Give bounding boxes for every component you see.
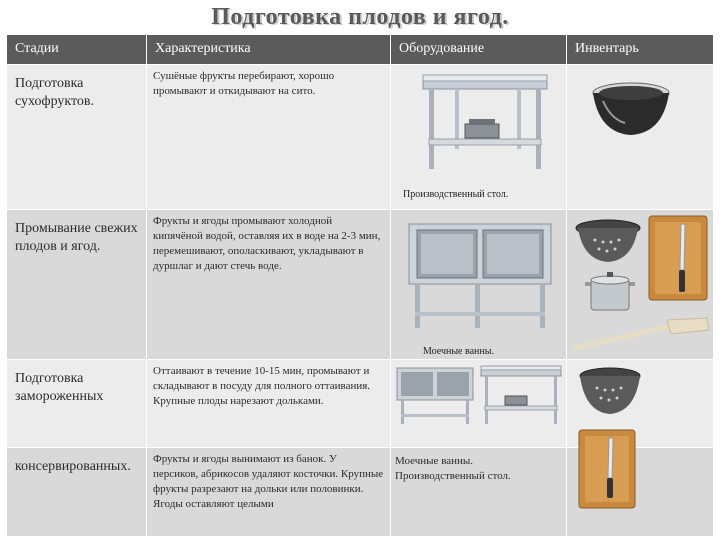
stage-cell: консервированных. [7,448,147,537]
description-cell: Фрукты и ягоды промывают холодной кипячёной водой, оставляя их в воде на 2-3 мин, перемешивают, ополаскивают, укладывают в дуршлаг и дают стечь воде. [147,210,391,360]
description-cell: Сушёные фрукты перебирают, хорошо промывают и откидывают на сито. [147,65,391,210]
colander-icon [577,366,643,416]
inventory-cell [567,210,714,360]
header-equipment: Оборудование [391,35,567,65]
inventory-cell [567,65,714,210]
equipment-cell [391,360,567,448]
header-characteristic: Характеристика [147,35,391,65]
equipment-cell [391,210,567,360]
sink-icon [405,216,555,331]
production-table-icon [479,364,563,426]
colander-icon [573,218,643,264]
production-table-icon [415,69,555,174]
page-title: Подготовка плодов и ягод. [211,4,509,30]
cutting-board-icon [647,214,709,302]
table-row [7,65,714,210]
stage-cell: Подготовка замороженных [7,360,147,448]
description-cell: Оттаивают в течение 10-15 мин, промывают и складывают в посуду для полного оттаивания. Крупные плоды нарезают дольками. [147,360,391,448]
inventory-cell [567,448,714,537]
header-stages: Стадии [7,35,147,65]
metal-bowl-icon [589,79,673,139]
equipment-text: Моечные ванны. Производственный стол. [395,455,511,482]
table-row [7,448,714,537]
stage-cell: Промывание свежих плодов и ягод. [7,210,147,360]
sink-icon [395,364,475,426]
equipment-cell [391,65,567,210]
spatula-icon [571,314,711,354]
equipment-caption: Производственный стол. [403,189,509,200]
stage-cell: Подготовка сухофруктов. [7,65,147,210]
table-row [7,210,714,360]
equipment-caption: Моечные ванны. [423,346,494,357]
description-cell: Фрукты и ягоды вынимают из банок. У персиков, абрикосов удаляют косточки. Крупные фрукты разрезают на дольки или половинки. Ягоды оставляют целыми [147,448,391,537]
header-inventory: Инвентарь [567,35,714,65]
equipment-cell [391,448,567,537]
cutting-board-icon [577,428,637,510]
preparation-table [6,34,714,537]
table-header-row [7,35,714,65]
pot-icon [583,270,637,312]
